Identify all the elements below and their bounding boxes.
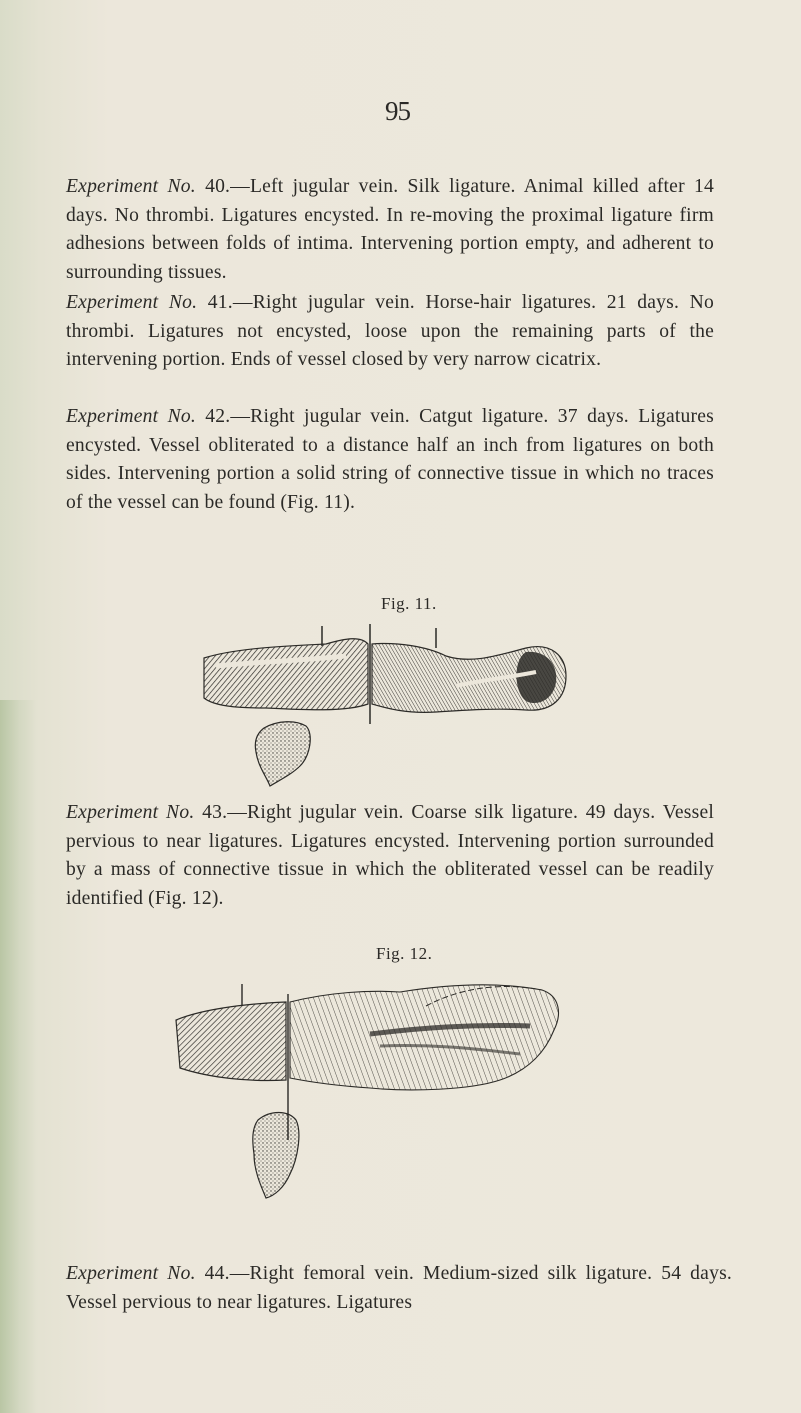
figure-12-caption: Fig. 12. [376,944,433,963]
figure-11-illustration [196,616,576,806]
experiment-text: 40.—Left jugular vein. Silk ligature. Animal killed after 14 days. No thrombi. Ligatures encysted. In re-moving the proximal ligature firm adhesions between folds of intima. Intervening portion empty, and adherent to surrounding tissues. [66,176,714,283]
figure-11-caption: Fig. 11. [381,594,437,613]
experiment-label: Experiment No. [66,802,195,823]
fig12-right-vessel-shape [290,985,558,1090]
experiment-text: 42.—Right jugular vein. Catgut ligature. 37 days. Ligatures encysted. Vessel obliterated to a distance half an inch from ligatures on both sides. Intervening portion a solid string of connective tissue in which no traces of the vessel can be found (Fig. 11). [66,406,714,513]
fig11-left-vessel-shape [204,639,368,710]
fig12-cross-section [253,1113,299,1199]
experiment-text: 43.—Right jugular vein. Coarse silk ligature. 49 days. Vessel pervious to near ligatures. Ligatures encysted. Intervening portion surrounded by a mass of connective tissue in which the obliterated vessel can be readily identified (Fig. 12). [66,802,714,909]
page-edge-stain [0,700,36,1413]
experiment-text: 44.—Right femoral vein. Medium-sized silk ligature. 54 days. Vessel pervious to near ligatures. Ligatures [66,1263,732,1313]
fig11-cross-section [255,722,310,786]
paragraph-experiment-41 [66,289,714,375]
experiment-text: 41.—Right jugular vein. Horse-hair ligatures. 21 days. No thrombi. Ligatures not encysted, loose upon the remaining parts of the intervening portion. Ends of vessel closed by very narrow cicatrix. [66,292,715,370]
paragraph-experiment-44 [66,1260,732,1317]
experiment-label: Experiment No. [66,406,196,427]
experiment-label: Experiment No. [66,292,198,313]
fig12-left-vessel-shape [176,1002,286,1081]
experiment-label: Experiment No. [66,176,196,197]
experiment-label: Experiment No. [66,1263,196,1284]
paragraph-experiment-43 [66,799,714,913]
paragraph-experiment-40 [66,173,714,287]
figure-12-illustration [170,970,640,1210]
page-number: 95 [385,96,410,126]
paragraph-experiment-42 [66,403,714,517]
